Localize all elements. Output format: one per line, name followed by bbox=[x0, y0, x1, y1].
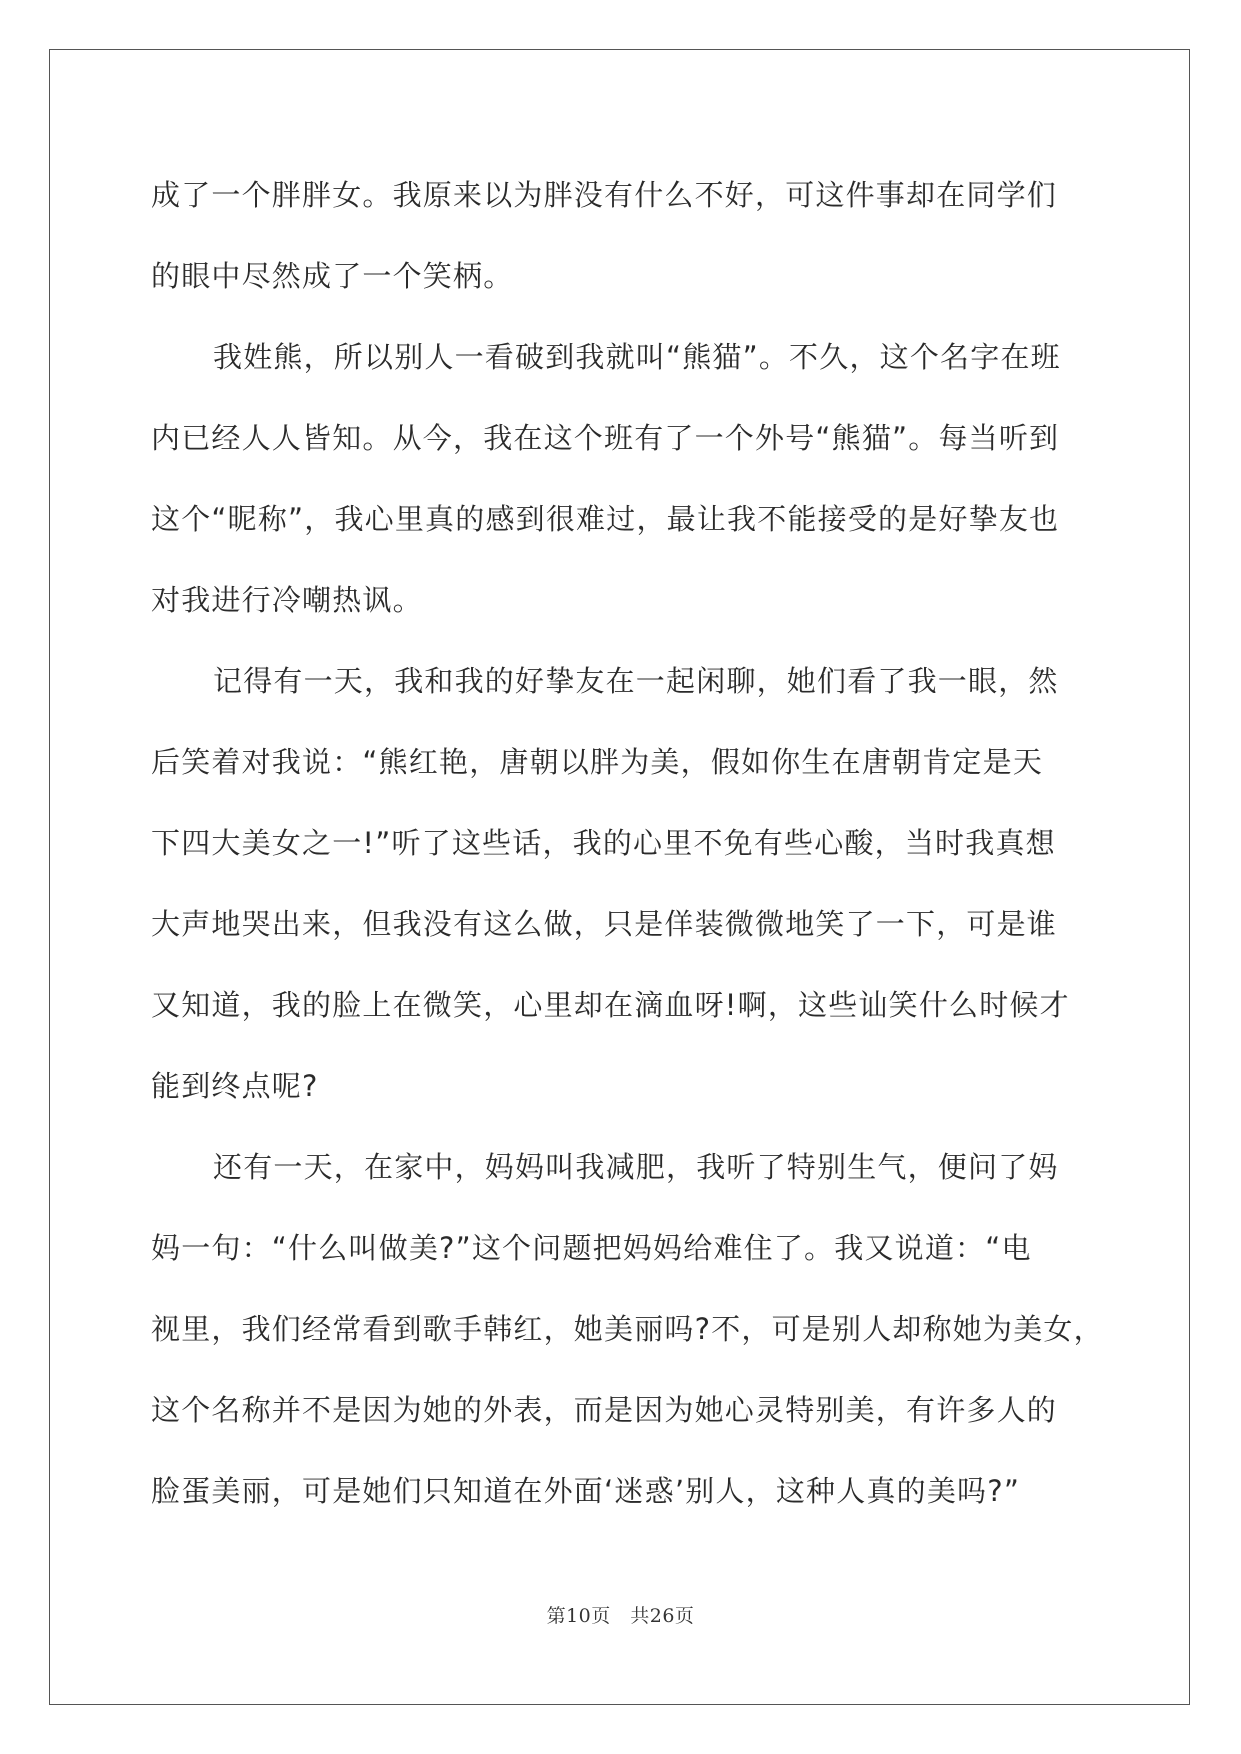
text-line: 对我进行冷嘲热讽。 bbox=[151, 583, 423, 617]
text-line: 成了一个胖胖女。我原来以为胖没有什么不好，可这件事却在同学们 bbox=[151, 178, 1058, 212]
paragraph-start-line: 我姓熊，所以别人一看破到我就叫“熊猫”。不久，这个名字在班 bbox=[213, 340, 1061, 374]
text-line: 的眼中尽然成了一个笑柄。 bbox=[151, 259, 514, 293]
paragraph-start-line: 还有一天，在家中，妈妈叫我减肥，我听了特别生气，便问了妈 bbox=[213, 1150, 1059, 1184]
text-line: 脸蛋美丽，可是她们只知道在外面‘迷惑’别人，这种人真的美吗?” bbox=[151, 1474, 1021, 1508]
text-line: 这个名称并不是因为她的外表，而是因为她心灵特别美，有许多人的 bbox=[151, 1393, 1058, 1427]
document-body bbox=[151, 155, 1104, 1532]
paragraph-start-line: 记得有一天，我和我的好挚友在一起闲聊，她们看了我一眼，然 bbox=[213, 664, 1059, 698]
text-line: 妈一句：“什么叫做美?”这个问题把妈妈给难住了。我又说道：“电 bbox=[151, 1231, 1032, 1265]
text-line: 下四大美女之一!”听了这些话，我的心里不免有些心酸，当时我真想 bbox=[151, 826, 1056, 860]
text-line: 内已经人人皆知。从今，我在这个班有了一个外号“熊猫”。每当听到 bbox=[151, 421, 1060, 455]
text-line: 又知道，我的脸上在微笑，心里却在滴血呀!啊，这些讪笑什么时候才 bbox=[151, 988, 1070, 1022]
text-line: 能到终点呢? bbox=[151, 1069, 319, 1103]
text-line: 大声地哭出来，但我没有这么做，只是佯装微微地笑了一下，可是谁 bbox=[151, 907, 1058, 941]
text-line: 视里，我们经常看到歌手韩红，她美丽吗?不，可是别人却称她为美女， bbox=[151, 1312, 1104, 1346]
page-number-footer: 第10页 共26页 bbox=[546, 1605, 695, 1627]
text-line: 后笑着对我说：“熊红艳，唐朝以胖为美，假如你生在唐朝肯定是天 bbox=[151, 745, 1044, 779]
text-line: 这个“昵称”，我心里真的感到很难过，最让我不能接受的是好挚友也 bbox=[151, 502, 1060, 536]
